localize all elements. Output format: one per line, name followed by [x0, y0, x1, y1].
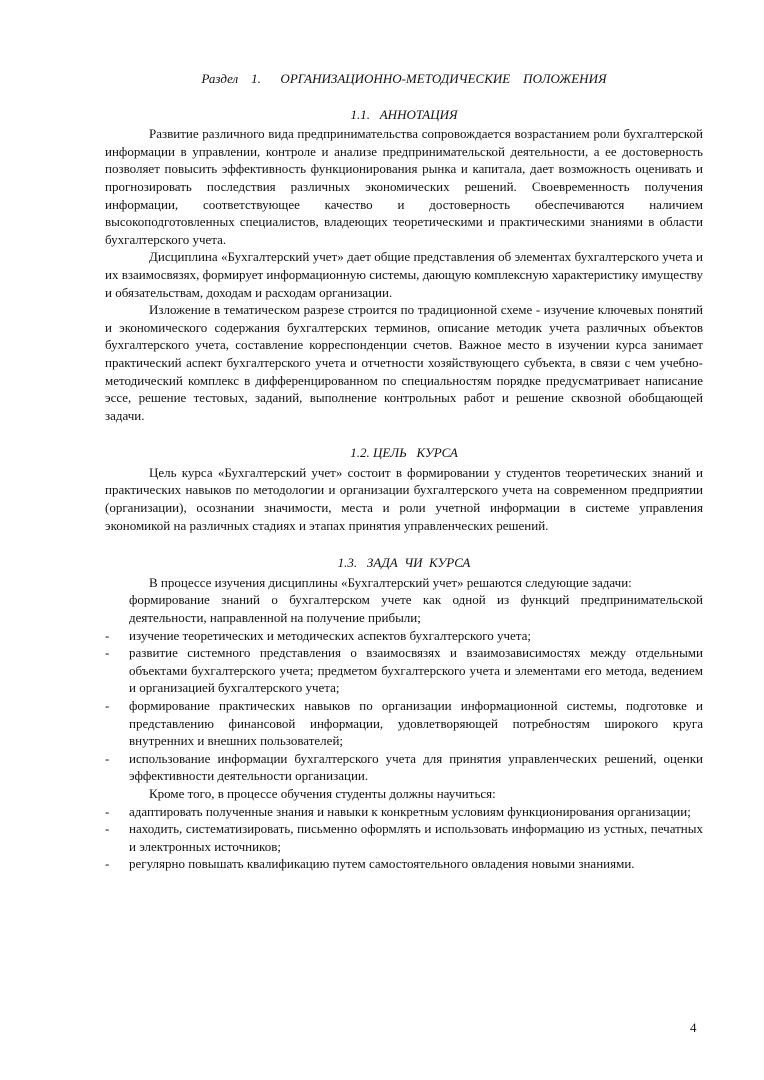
annotation-heading: 1.1. АННОТАЦИЯ	[350, 106, 458, 122]
list-item: - использование информации бухгалтерского учета для принятия управленческих решений, оценки эффективности деятельности организации.	[105, 750, 703, 785]
list-item: - адаптировать полученные знания и навыки к конкретным условиям функционирования организации;	[105, 803, 703, 821]
list-item: - регулярно повышать квалификацию путем самостоятельного овладения новыми знаниями.	[105, 855, 703, 873]
section-title: Раздел 1. ОРГАНИЗАЦИОННО-МЕТОДИЧЕСКИЕ ПОЛОЖЕНИЯ	[201, 71, 607, 86]
goal-heading: 1.2. ЦЕЛЬ КУРСА	[350, 445, 458, 461]
tasks-list	[105, 591, 703, 785]
annotation-paragraph: Дисциплина «Бухгалтерский учет» дает общие представления об элементах бухгалтерского учета и их взаимосвязях, формирует информационную системы, дающую комплексную характеристику имуществу и обязательствам, доходам и расходам организации.	[105, 249, 703, 300]
list-item: - формирование практических навыков по организации информационной системы, подготовке и представлению финансовой информации, удовлетворяющей потребностям широкого круга внутренних и внешних пользователей;	[105, 697, 703, 750]
list-item: - изучение теоретических и методических аспектов бухгалтерского учета;	[105, 627, 703, 645]
list-item: - развитие системного представления о взаимосвязях и взаимозависимостях между отдельными объектами бухгалтерского учета; предметом бухгалтерского учета и элементами его метода, ведением и организацией бухгалтерского учета;	[105, 644, 703, 697]
tasks-heading: 1.3. ЗАДА ЧИ КУРСА	[337, 555, 471, 571]
annotation-paragraph: Изложение в тематическом разрезе строится по традиционной схеме - изучение ключевых понятий и экономического содержания бухгалтерских терминов, описание методик учета различных объектов бухгалтерского учета, составление корреспонденции счетов. Важное место в изучении курса занимает практический аспект бухгалтерского учета и отчетности хозяйствующего субъекта, в связи с чем учебно-методический комплекс в дифференцированном по специальностям порядке предусматривает написание эссе, решение тестовых, заданий, выполнение контрольных работ и решение сквозной обобщающей задачи.	[105, 302, 703, 423]
document-page	[105, 60, 703, 873]
list-item: - находить, систематизировать, письменно оформлять и использовать информацию из устных, печатных и электронных источников;	[105, 820, 703, 855]
skills-intro: Кроме того, в процессе обучения студенты должны научиться:	[149, 785, 496, 801]
list-item: формирование знаний о бухгалтерском учете как одной из функций предпринимательской деятельности, направленной на получение прибыли;	[129, 592, 703, 626]
page-number: 4	[690, 1020, 697, 1035]
goal-paragraph: Цель курса «Бухгалтерский учет» состоит в формировании у студентов теоретических знаний и практических навыков по методологии и организации бухгалтерского учета на современном предприятии (организации), осознании значимости, места и роли учетной информации в системе управления экономикой на различных стадиях и этапах принятия управленческих решений.	[105, 464, 703, 533]
annotation-paragraph: Развитие различного вида предпринимательства сопровождается возрастанием роли бухгалтерской информации в управлении, контроле и анализе предпринимательской деятельности, а ее достоверность позволяет повысить эффективность функционирования рынка и капитала, дает возможность оценивать и прогнозировать последствия различных экономических решений. Своевременность получения информации, соответствующее качество и достоверность обеспечиваются наличием высокоподготовленных специалистов, владеющих теоретическими и практическими знаниями в области бухгалтерского учета.	[105, 126, 703, 247]
skills-list	[105, 803, 703, 873]
tasks-intro: В процессе изучения дисциплины «Бухгалтерский учет» решаются следующие задачи:	[149, 574, 632, 590]
